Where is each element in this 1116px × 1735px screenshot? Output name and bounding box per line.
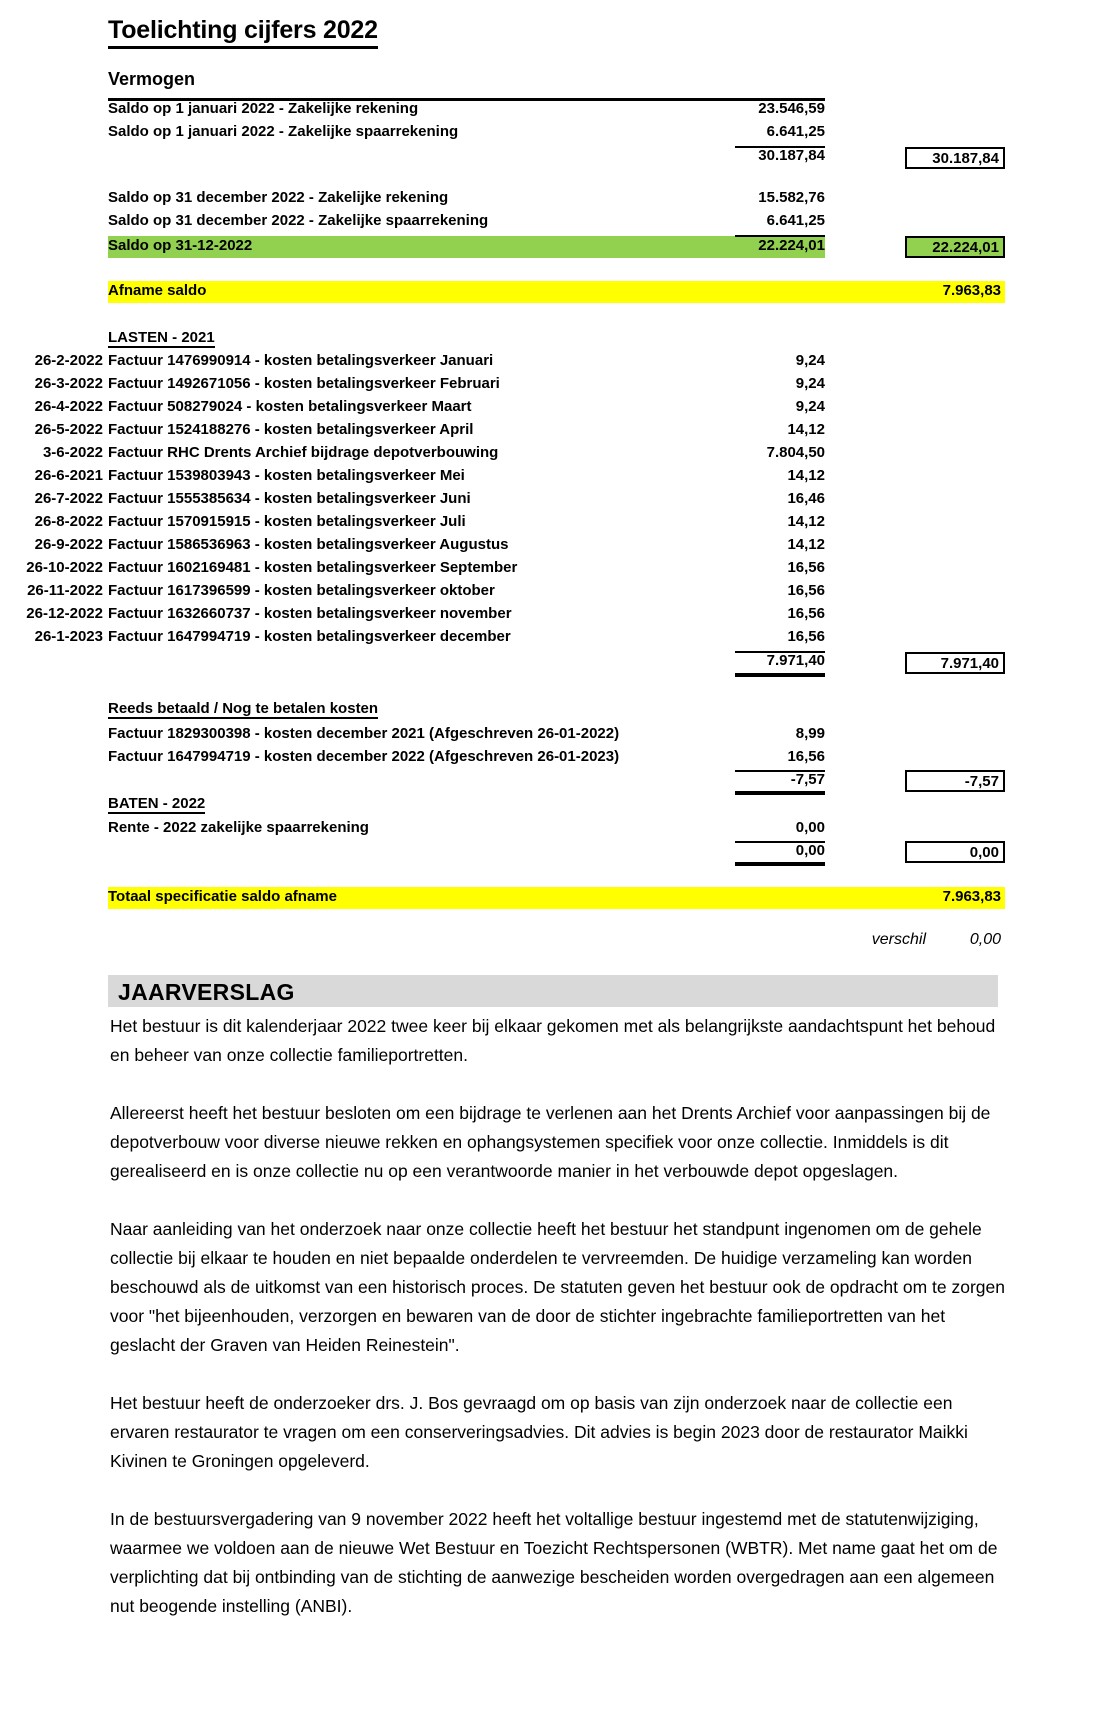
boxed-value: -7,57: [905, 770, 1005, 792]
page-title: Toelichting cijfers 2022: [108, 16, 378, 49]
row-amount: 6.641,25: [766, 123, 825, 140]
row-amount: 14,12: [787, 421, 825, 438]
jaarverslag-title: JAARVERSLAG: [118, 979, 295, 1005]
section-heading-reeds-betaald: [108, 700, 378, 719]
jaarverslag-paragraph: Allereerst heeft het bestuur besloten om een bijdrage te verlenen aan het Drents Archief voor aanpassingen bij de depotverbouw voor diverse nieuwe rekken en ophangsystemen specifiek voor onze collectie. Inmiddels is dit gerealiseerd en is onze collectie nu op een verantwoorde manier in het verbouwde depot opgeslagen.: [110, 1103, 991, 1181]
table-row: [0, 748, 1116, 771]
table-row: [0, 421, 1116, 444]
subtotal-amount: 22.224,01: [758, 237, 825, 254]
row-label: Saldo op 1 januari 2022 - Zakelijke spaarrekening: [108, 123, 459, 140]
section-heading-baten-text: BATEN - 2022: [108, 795, 206, 812]
row-amount: 16,46: [787, 490, 825, 507]
table-row-afname: [0, 282, 1116, 305]
row-label: Afname saldo: [108, 282, 207, 299]
row-label: Factuur RHC Drents Archief bijdrage depotverbouwing: [108, 444, 499, 461]
row-amount: 23.546,59: [758, 100, 825, 117]
table-row: [0, 123, 1116, 146]
table-row: [0, 467, 1116, 490]
section-heading-reeds-betaald-text: Reeds betaald / Nog te betalen kosten: [108, 700, 379, 717]
row-amount: 16,56: [787, 628, 825, 645]
jaarverslag-body: [110, 1012, 1010, 1650]
row-date: 26-2-2022: [34, 352, 103, 369]
row-date: 26-4-2022: [34, 398, 103, 415]
verschil-value: 0,00: [969, 931, 1001, 948]
table-row: [0, 189, 1116, 212]
row-label: Factuur 1555385634 - kosten betalingsverkeer Juni: [108, 490, 471, 507]
row-amount: 9,24: [795, 352, 825, 369]
row-label: Factuur 1602169481 - kosten betalingsverkeer September: [108, 559, 518, 576]
row-date: 26-9-2022: [34, 536, 103, 553]
section-heading-vermogen: Vermogen: [108, 69, 196, 89]
row-label: Rente - 2022 zakelijke spaarrekening: [108, 819, 369, 836]
table-row: [0, 559, 1116, 582]
row-amount: 16,56: [787, 605, 825, 622]
row-date: 26-8-2022: [34, 513, 103, 530]
row-date: 26-10-2022: [26, 559, 103, 576]
table-row: [0, 100, 1116, 123]
jaarverslag-paragraph: Het bestuur heeft de onderzoeker drs. J. Bos gevraagd om op basis van zijn onderzoek naar de collectie een ervaren restaurator te vragen om een conserveringsadvies. Dit advies is begin 2023 door de restaurator Maikki Kivinen te Groningen opgeleverd.: [110, 1393, 968, 1471]
subtotal-amount: 30.187,84: [758, 147, 825, 164]
total-double-rule: [735, 673, 825, 677]
row-date: 3-6-2022: [42, 444, 103, 461]
jaarverslag-paragraph: Naar aanleiding van het onderzoek naar onze collectie heeft het bestuur het standpunt ingenomen om de gehele collectie bij elkaar te houden en niet bepaalde onderdelen te vervreemden. De huidige verzameling kan worden beschouwd als de uitkomst van een historisch proces. De statuten geven het bestuur ook de opdracht om te zorgen voor "het bijeenhouden, verzorgen en bewaren van de door de stichter ingebrachte familieportretten van het geslacht der Graven van Heiden Reinestein".: [110, 1219, 1005, 1355]
jaarverslag-paragraph: In de bestuursvergadering van 9 november 2022 heeft het voltallige bestuur ingestemd met de statutenwijziging, waarmee we voldoen aan de nieuwe Wet Bestuur en Toezicht Rechtspersonen (WBTR). Met name gaat het om de verplichting dat bij ontbinding van de stichting de aanwezige bescheiden worden overgedragen aan een algemeen nut beogende instelling (ANBI).: [110, 1509, 998, 1616]
row-date: 26-1-2023: [34, 628, 103, 645]
row-amount: 9,24: [795, 375, 825, 392]
row-amount: 14,12: [787, 536, 825, 553]
row-amount: 6.641,25: [766, 212, 825, 229]
total-amount: -7,57: [790, 771, 825, 788]
afname-amount: 7.963,83: [942, 282, 1001, 299]
table-row: [0, 212, 1116, 235]
row-label: Factuur 1539803943 - kosten betalingsverkeer Mei: [108, 467, 465, 484]
section-heading-lasten-text: LASTEN - 2021: [108, 329, 215, 346]
table-row: [0, 819, 1116, 842]
row-label: Factuur 1524188276 - kosten betalingsverkeer April: [108, 421, 474, 438]
row-label: Factuur 1570915915 - kosten betalingsverkeer Juli: [108, 513, 466, 530]
row-date: 26-6-2021: [34, 467, 103, 484]
row-amount: 16,56: [787, 748, 825, 765]
table-row: [0, 444, 1116, 467]
row-amount: 14,12: [787, 513, 825, 530]
row-label: Totaal specificatie saldo afname: [108, 888, 337, 905]
row-label: Factuur 1647994719 - kosten betalingsverkeer december: [108, 628, 511, 645]
verschil-label: verschil: [871, 931, 926, 948]
table-row-totaal-specificatie: [0, 888, 1116, 911]
section-heading-baten: [108, 795, 205, 814]
row-date: 26-11-2022: [27, 582, 103, 599]
table-row: [0, 513, 1116, 536]
row-label: Factuur 1647994719 - kosten december 2022 (Afgeschreven 26-01-2023): [108, 748, 620, 765]
row-amount: 0,00: [795, 819, 825, 836]
row-amount: 7.804,50: [766, 444, 825, 461]
total-double-rule: [735, 862, 825, 866]
section-heading-lasten: [108, 329, 215, 348]
row-date: 26-12-2022: [26, 605, 103, 622]
row-label: Saldo op 31 december 2022 - Zakelijke spaarrekening: [108, 212, 489, 229]
row-amount: 16,56: [787, 582, 825, 599]
boxed-value: 0,00: [905, 841, 1005, 863]
section-heading-lasten-row: [0, 329, 1116, 352]
row-date: 26-7-2022: [34, 490, 103, 507]
row-date: 26-5-2022: [34, 421, 103, 438]
table-row: [0, 398, 1116, 421]
boxed-value: 7.971,40: [905, 652, 1005, 674]
table-row: [0, 375, 1116, 398]
table-row: [0, 536, 1116, 559]
jaarverslag-paragraph: Het bestuur is dit kalenderjaar 2022 twee keer bij elkaar gekomen met als belangrijkste aandachtspunt het behoud en beheer van onze collectie familieportretten.: [110, 1016, 996, 1065]
row-amount: 16,56: [787, 559, 825, 576]
table-row: [0, 490, 1116, 513]
row-label: Saldo op 31 december 2022 - Zakelijke rekening: [108, 189, 449, 206]
table-row: [0, 582, 1116, 605]
row-label: Factuur 508279024 - kosten betalingsverkeer Maart: [108, 398, 472, 415]
table-row: [0, 628, 1116, 651]
section-heading-reeds-betaald-row: [0, 700, 1116, 723]
total-amount: 7.971,40: [766, 652, 825, 669]
row-amount: 15.582,76: [758, 189, 825, 206]
row-amount: 8,99: [795, 725, 825, 742]
row-label: Factuur 1632660737 - kosten betalingsverkeer november: [108, 605, 512, 622]
total-amount: 0,00: [795, 842, 825, 859]
boxed-value-green: 22.224,01: [905, 236, 1005, 258]
row-date: 26-3-2022: [34, 375, 103, 392]
table-row: [0, 725, 1116, 748]
boxed-value: 30.187,84: [905, 147, 1005, 169]
table-row: [0, 605, 1116, 628]
row-label: Saldo op 1 januari 2022 - Zakelijke rekening: [108, 100, 419, 117]
row-amount: 14,12: [787, 467, 825, 484]
row-label: Factuur 1829300398 - kosten december 2021 (Afgeschreven 26-01-2022): [108, 725, 620, 742]
row-label: Factuur 1617396599 - kosten betalingsverkeer oktober: [108, 582, 495, 599]
row-label: Factuur 1492671056 - kosten betalingsverkeer Februari: [108, 375, 500, 392]
row-label: Factuur 1586536963 - kosten betalingsverkeer Augustus: [108, 536, 509, 553]
totaal-amount: 7.963,83: [942, 888, 1001, 905]
row-label: Factuur 1476990914 - kosten betalingsverkeer Januari: [108, 352, 494, 369]
row-amount: 9,24: [795, 398, 825, 415]
section-heading-baten-row: [0, 795, 1116, 818]
row-label: Saldo op 31-12-2022: [108, 237, 253, 254]
table-row: [0, 352, 1116, 375]
